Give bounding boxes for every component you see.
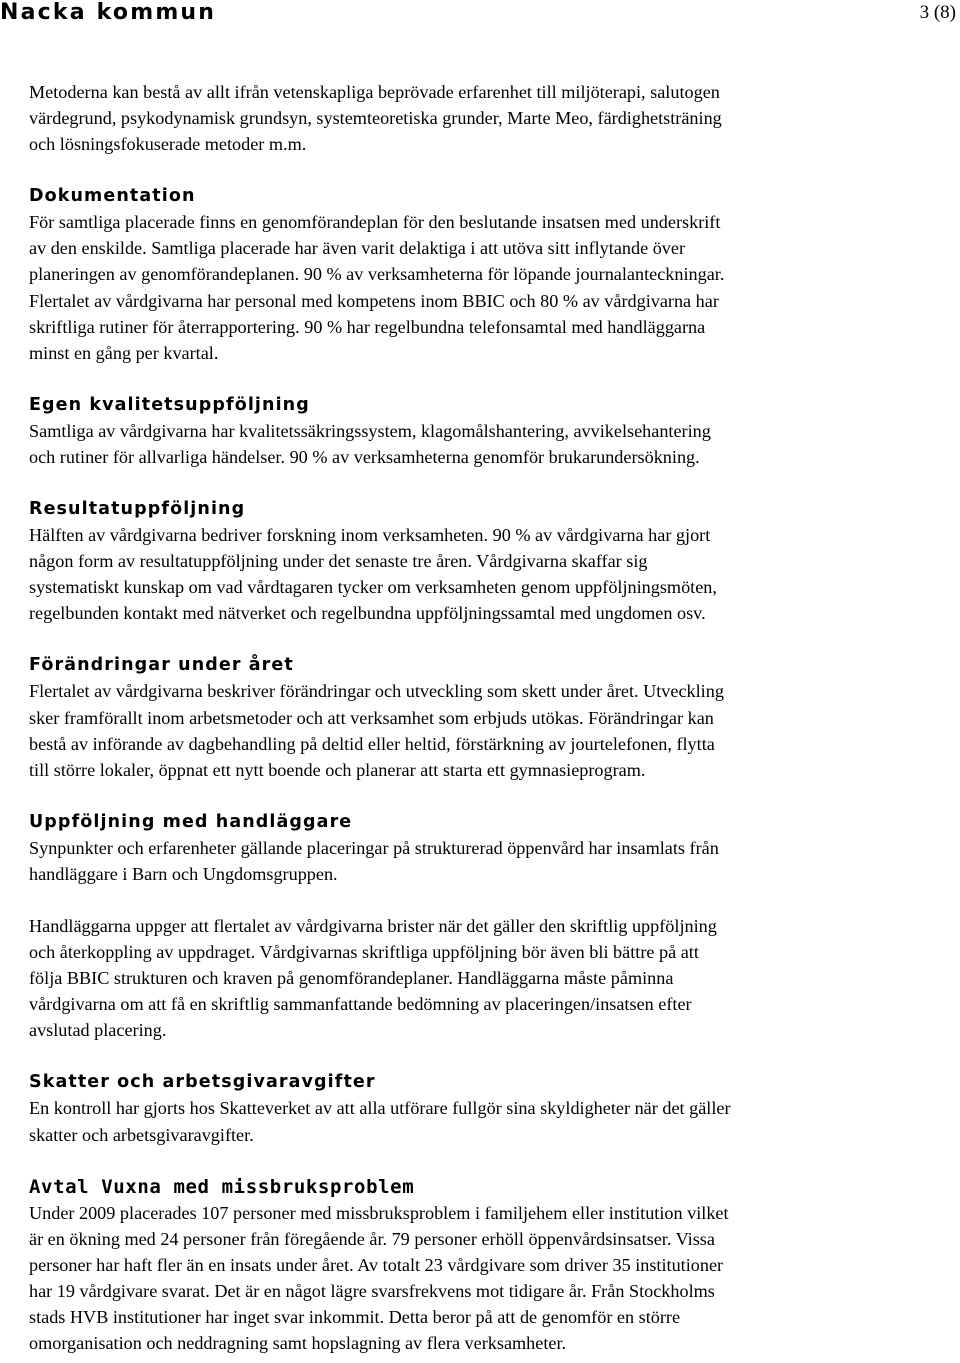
section-heading-uppfoljning-med-handlaggare: Uppföljning med handläggare bbox=[29, 811, 353, 832]
text-line: vårdgivarna om att få en skriftlig sammanfattande bedömning av placeringen/insatsen efter bbox=[29, 994, 692, 1015]
section-paragraph bbox=[29, 678, 934, 782]
text-line: planeringen av genomförandeplanen. 90 % av verksamheterna för löpande journalanteckningar. bbox=[29, 264, 725, 285]
text-line: minst en gång per kvartal. bbox=[29, 342, 219, 363]
text-line: Metoderna kan bestå av allt ifrån vetenskapliga beprövade erfarenhet till miljöterapi, salutogen bbox=[29, 82, 720, 102]
text-line: bestå av införande av dagbehandling på deltid eller heltid, förstärkning av jourtelefonen, flytta bbox=[29, 733, 715, 754]
text-line: Flertalet av vårdgivarna har personal med kompetens inom BBIC och 80 % av vårdgivarna har bbox=[29, 290, 719, 311]
text-line: värdegrund, psykodynamisk grundsyn, systemteoretiska grunder, Marte Meo, färdighetsträning bbox=[29, 108, 722, 129]
text-line: skatter och arbetsgivaravgifter. bbox=[29, 1124, 254, 1145]
text-line: någon form av resultatuppföljning under det senaste tre åren. Vårdgivarna skaffar sig bbox=[29, 551, 648, 572]
section-paragraph bbox=[29, 913, 934, 1043]
section-paragraph bbox=[29, 1095, 934, 1147]
text-line: En kontroll har gjorts hos Skatteverket av att alla utförare fullgör sina skyldigheter när det gäller bbox=[29, 1098, 731, 1119]
text-line: Under 2009 placerades 107 personer med missbruksproblem i familjehem eller institution vilket bbox=[29, 1202, 729, 1223]
text-line: Samtliga av vårdgivarna har kvalitetssäkringssystem, klagomålshantering, avvikelsehantering bbox=[29, 420, 711, 441]
section-paragraph bbox=[29, 1200, 934, 1357]
section-heading-forandringar-under-aret: Förändringar under året bbox=[29, 655, 294, 676]
text-line: av den enskilde. Samtliga placerade har även varit delaktiga i att utöva sitt inflytande över bbox=[29, 238, 686, 259]
text-line: regelbunden kontakt med nätverket och regelbundna uppföljningssamtal med ungdomen osv. bbox=[29, 603, 706, 624]
text-line: skriftliga rutiner för återrapportering. 90 % har regelbundna telefonsamtal med handläggarna bbox=[29, 316, 706, 337]
text-line: Synpunkter och erfarenheter gällande placeringar på strukturerad öppenvård har insamlats från bbox=[29, 837, 719, 858]
text-line: För samtliga placerade finns en genomförandeplan för den beslutande insatsen med underskrift bbox=[29, 212, 721, 233]
org-name: Nacka kommun bbox=[0, 0, 217, 25]
text-line: Handläggarna uppger att flertalet av vårdgivarna brister när det gäller den skriftlig uppföljning bbox=[29, 915, 717, 936]
text-line: och återkoppling av uppdraget. Vårdgivarnas skriftliga uppföljning bör även bli bättre på att bbox=[29, 942, 699, 963]
page-number: 3 (8) bbox=[919, 2, 956, 23]
text-line: till större lokaler, öppnat ett nytt boende och planerar att starta ett gymnasieprogram. bbox=[29, 759, 646, 780]
text-line: är en ökning med 24 personer från föregående år. 79 personer erhöll öppenvårdsinsatser. Vissa bbox=[29, 1228, 715, 1249]
document-body bbox=[29, 79, 934, 1356]
section-paragraph bbox=[29, 522, 934, 626]
intro-paragraph bbox=[29, 79, 934, 157]
text-line: omorganisation och neddragning samt hopslagning av flera verksamheter. bbox=[29, 1333, 567, 1354]
text-line: följa BBIC strukturen och kraven på genomförandeplaner. Handläggarna måste påminna bbox=[29, 968, 674, 989]
text-line: stads HVB institutioner har inget svar inkommit. Detta beror på att de genomför en större bbox=[29, 1307, 681, 1327]
text-line: personer har haft fler än en insats under året. Av totalt 23 vårdgivare som driver 35 institutioner bbox=[29, 1254, 724, 1275]
text-line: handläggare i Barn och Ungdomsgruppen. bbox=[29, 863, 338, 884]
page-header bbox=[0, 0, 960, 30]
section-heading-resultatuppfoljning: Resultatuppföljning bbox=[29, 499, 246, 520]
section-heading-egen-kvalitetsuppfoljning: Egen kvalitetsuppföljning bbox=[29, 394, 310, 415]
text-line: och lösningsfokuserade metoder m.m. bbox=[29, 134, 307, 155]
text-line: systematiskt kunskap om vad vårdtagaren tycker om verksamheten genom uppföljningsmöten, bbox=[29, 577, 717, 598]
section-heading-dokumentation: Dokumentation bbox=[29, 186, 196, 207]
section-heading-avtal-vuxna-med-missbruksproblem: Avtal Vuxna med missbruksproblem bbox=[29, 1175, 415, 1198]
section-paragraph bbox=[29, 418, 934, 470]
text-line: och rutiner för allvarliga händelser. 90 % av verksamheterna genomför brukarundersökning. bbox=[29, 446, 700, 467]
text-line: avslutad placering. bbox=[29, 1020, 167, 1041]
text-line: sker framförallt inom arbetsmetoder och att verksamhet som erbjuds utökas. Förändringar kan bbox=[29, 707, 714, 728]
text-line: Flertalet av vårdgivarna beskriver förändringar och utveckling som skett under året. Utveckling bbox=[29, 681, 724, 702]
section-paragraph bbox=[29, 835, 934, 887]
text-line: Hälften av vårdgivarna bedriver forskning inom verksamheten. 90 % av vårdgivarna har gjort bbox=[29, 525, 711, 546]
section-heading-skatter-och-arbetsgivaravgifter: Skatter och arbetsgivaravgifter bbox=[29, 1072, 376, 1093]
section-paragraph bbox=[29, 209, 934, 366]
text-line: har 19 vårdgivare svarat. Det är en något lägre svarsfrekvens mot tidigare år. Från Stockholms bbox=[29, 1280, 715, 1301]
